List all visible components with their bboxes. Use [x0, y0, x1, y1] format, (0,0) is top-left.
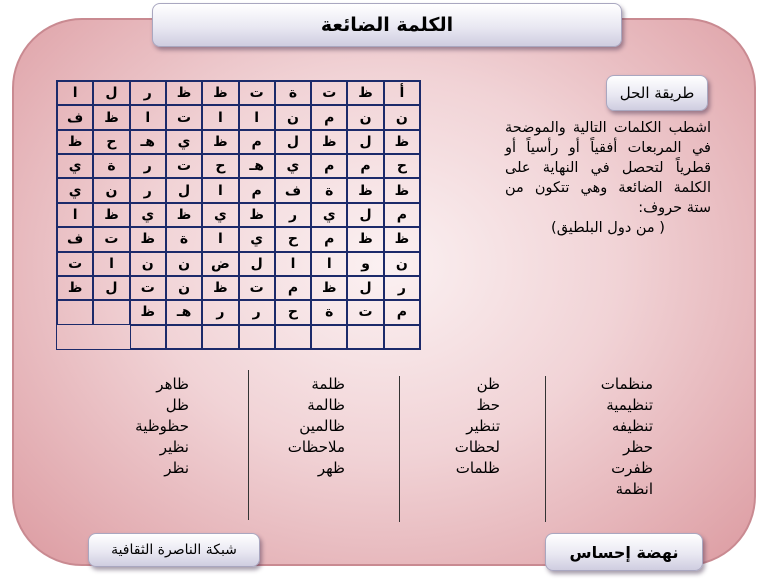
grid-cell: ن [93, 178, 129, 202]
word-item: لحظات [454, 438, 500, 456]
grid-cell: م [239, 178, 275, 202]
grid-cell: ظ [347, 227, 383, 251]
grid-cell: ي [166, 130, 202, 154]
grid-cell: ي [57, 154, 93, 178]
grid-cell: م [311, 154, 347, 178]
grid-cell-empty [384, 325, 420, 349]
grid-cell-empty [93, 300, 129, 324]
grid-cell: ا [275, 252, 311, 276]
word-column-3 [288, 374, 345, 479]
grid-cell: ل [93, 81, 129, 105]
word-item: حظوظية [135, 417, 189, 435]
grid-cell: ظ [93, 105, 129, 129]
column-divider [248, 370, 249, 520]
grid-cell: ا [202, 227, 238, 251]
word-item: تنظيمية [606, 396, 653, 414]
footer-brand-left: شبكة الناصرة الثقافية [88, 533, 260, 567]
grid-cell: ل [275, 130, 311, 154]
word-item: ظفرت [611, 459, 653, 477]
grid-cell: ة [275, 81, 311, 105]
grid-cell: ا [57, 81, 93, 105]
grid-cell: ي [202, 203, 238, 227]
grid-cell: ي [239, 227, 275, 251]
grid-cell: ح [275, 300, 311, 324]
grid-cell: ن [347, 105, 383, 129]
word-column-4 [135, 374, 189, 479]
footer-brand-right: نهضة إحساس [545, 533, 703, 571]
grid-cell: م [347, 154, 383, 178]
grid-cell: أ [384, 81, 420, 105]
grid-cell: ظ [347, 178, 383, 202]
grid-cell: ا [57, 203, 93, 227]
grid-cell: ظ [202, 81, 238, 105]
grid-cell: ر [275, 203, 311, 227]
grid-cell: ا [93, 252, 129, 276]
grid-cell: ظ [130, 227, 166, 251]
grid-cell: ظ [311, 276, 347, 300]
grid-cell: ل [93, 276, 129, 300]
instructions-text: اشطب الكلمات التالية والموضحة في المربعات أفقياً أو رأسياً أو قطرياً لتحصل في النهاية على الكلمة الضائعة وهي تتكون من ستة حروف: [505, 120, 711, 216]
grid-cell: ف [57, 227, 93, 251]
grid-cell: ت [239, 81, 275, 105]
word-item: ظن [476, 375, 500, 393]
grid-cell: ل [166, 178, 202, 202]
word-item: نظير [159, 438, 189, 456]
grid-cell: م [311, 105, 347, 129]
grid-cell-empty [275, 325, 311, 349]
grid-cell: ي [275, 154, 311, 178]
grid-cell: م [275, 276, 311, 300]
grid-cell: ظ [93, 203, 129, 227]
grid-cell: ل [347, 203, 383, 227]
grid-cell: ن [384, 252, 420, 276]
word-item: ملاحظات [287, 438, 345, 456]
grid-cell: ا [202, 105, 238, 129]
grid-cell-empty [311, 325, 347, 349]
grid-cell: ي [130, 203, 166, 227]
instructions [505, 118, 711, 238]
word-item: ظل [165, 396, 189, 414]
word-item: ظهر [317, 459, 345, 477]
grid-cell: ة [93, 154, 129, 178]
grid-cell: و [347, 252, 383, 276]
grid-cell: ظ [202, 130, 238, 154]
grid-cell: ظ [384, 227, 420, 251]
grid-cell: م [311, 227, 347, 251]
word-item: ظلمة [311, 375, 345, 393]
word-item: تنظير [466, 417, 500, 435]
grid-cell: ت [166, 154, 202, 178]
grid-cell: ظ [202, 276, 238, 300]
grid-cell: هـ [130, 130, 166, 154]
grid-cell: ة [311, 300, 347, 324]
grid-cell-empty [57, 300, 93, 324]
word-column-1 [601, 374, 653, 500]
grid-cell: م [239, 130, 275, 154]
grid-cell: ظ [384, 178, 420, 202]
grid-cell: ظ [166, 203, 202, 227]
grid-cell: ض [202, 252, 238, 276]
grid-cell: ر [384, 276, 420, 300]
grid-cell: ل [347, 130, 383, 154]
word-column-2 [455, 374, 500, 479]
grid-cell: ن [166, 276, 202, 300]
grid-cell: ت [347, 300, 383, 324]
grid-cell: ظ [166, 81, 202, 105]
grid-cell: ت [311, 81, 347, 105]
grid-cell: ر [202, 300, 238, 324]
grid-cell: ن [384, 105, 420, 129]
grid-cell: ل [239, 252, 275, 276]
grid-cell: ظ [57, 276, 93, 300]
grid-cell-empty [166, 325, 202, 349]
column-divider [399, 376, 400, 522]
grid-cell: ن [275, 105, 311, 129]
word-item: ظلمات [455, 459, 500, 477]
grid-cell: ا [202, 178, 238, 202]
grid-cell: ر [239, 300, 275, 324]
word-item: ظالمة [307, 396, 345, 414]
grid-cell: ح [202, 154, 238, 178]
grid-cell: ة [311, 178, 347, 202]
grid-cell: ا [130, 105, 166, 129]
page-title: الكلمة الضائعة [152, 3, 622, 47]
grid-cell-empty [202, 325, 238, 349]
solution-method-button[interactable]: طريقة الحل [606, 75, 708, 111]
grid-cell: ت [130, 276, 166, 300]
grid-cell: ظ [384, 130, 420, 154]
grid-cell: م [384, 300, 420, 324]
grid-cell-empty [239, 325, 275, 349]
grid-cell: ظ [57, 130, 93, 154]
grid-cell: ت [239, 276, 275, 300]
grid-cell: ي [57, 178, 93, 202]
grid-cell: ر [130, 178, 166, 202]
word-item: تنظيفه [611, 417, 653, 435]
word-item: ظاهر [156, 375, 189, 393]
grid-cell: ت [57, 252, 93, 276]
grid-cell: ح [93, 130, 129, 154]
grid-cell: ظ [239, 203, 275, 227]
grid-cell: هـ [239, 154, 275, 178]
word-item: منظمات [600, 375, 653, 393]
word-item: حظ [476, 396, 500, 414]
grid-cell: ا [239, 105, 275, 129]
word-item: ظالمين [299, 417, 345, 435]
word-item: انظمة [615, 480, 653, 498]
grid-cell-empty [347, 325, 383, 349]
grid-cell-empty [130, 325, 166, 349]
grid-cell: ت [93, 227, 129, 251]
column-divider [545, 376, 546, 522]
grid-cell: ن [166, 252, 202, 276]
word-item: حظر [623, 438, 653, 456]
grid-cell: ا [311, 252, 347, 276]
grid-cell: ف [275, 178, 311, 202]
grid-cell: م [384, 203, 420, 227]
word-item: نظر [164, 459, 189, 477]
grid-cell: ح [384, 154, 420, 178]
grid-cell: ظ [130, 300, 166, 324]
grid-cell: ظ [347, 81, 383, 105]
grid-cell: ر [130, 81, 166, 105]
source-note: ( من دول البلطيق) [551, 220, 665, 236]
grid-cell: ف [57, 105, 93, 129]
grid-cell: ظ [311, 130, 347, 154]
grid-cell: ي [311, 203, 347, 227]
grid-cell: ت [166, 105, 202, 129]
letter-grid [56, 80, 421, 350]
grid-cell: ل [347, 276, 383, 300]
grid-cell: ة [166, 227, 202, 251]
grid-cell: ح [275, 227, 311, 251]
grid-cell: ر [130, 154, 166, 178]
grid-cell: ن [130, 252, 166, 276]
grid-cell: هـ [166, 300, 202, 324]
